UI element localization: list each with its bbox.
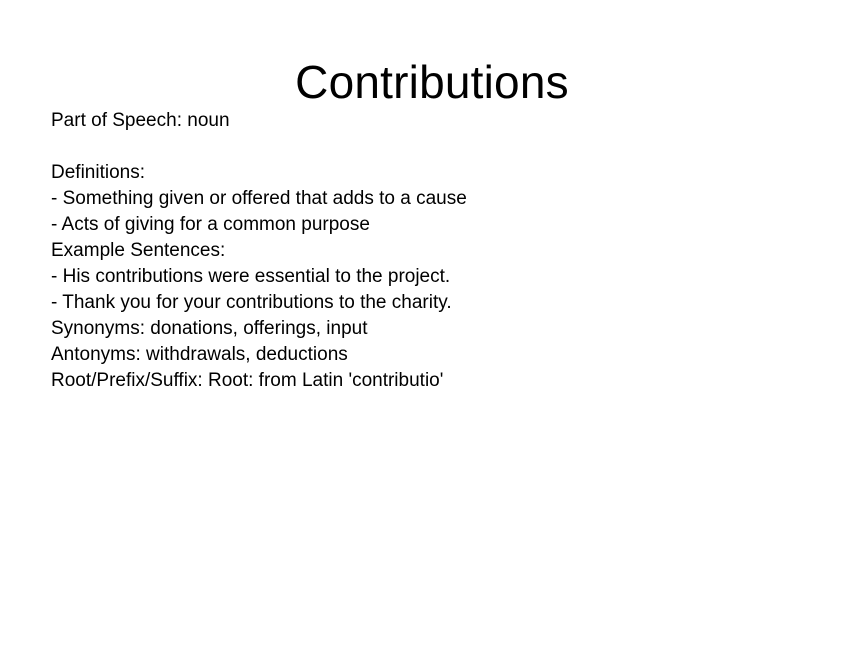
slide-body (51, 108, 811, 394)
definition-item: - Something given or offered that adds to a cause (51, 188, 467, 209)
examples-heading: Example Sentences: (51, 240, 226, 261)
definitions-heading: Definitions: (51, 162, 145, 183)
blank-line (51, 134, 811, 160)
part-of-speech: Part of Speech: noun (51, 110, 230, 131)
definition-item: - Acts of giving for a common purpose (51, 214, 370, 235)
synonyms: Synonyms: donations, offerings, input (51, 318, 368, 339)
slide-title: Contributions (295, 56, 569, 108)
root-prefix-suffix: Root/Prefix/Suffix: Root: from Latin 'contributio' (51, 370, 444, 391)
example-item: - Thank you for your contributions to the charity. (51, 292, 452, 313)
antonyms: Antonyms: withdrawals, deductions (51, 344, 348, 365)
example-item: - His contributions were essential to the project. (51, 266, 451, 287)
